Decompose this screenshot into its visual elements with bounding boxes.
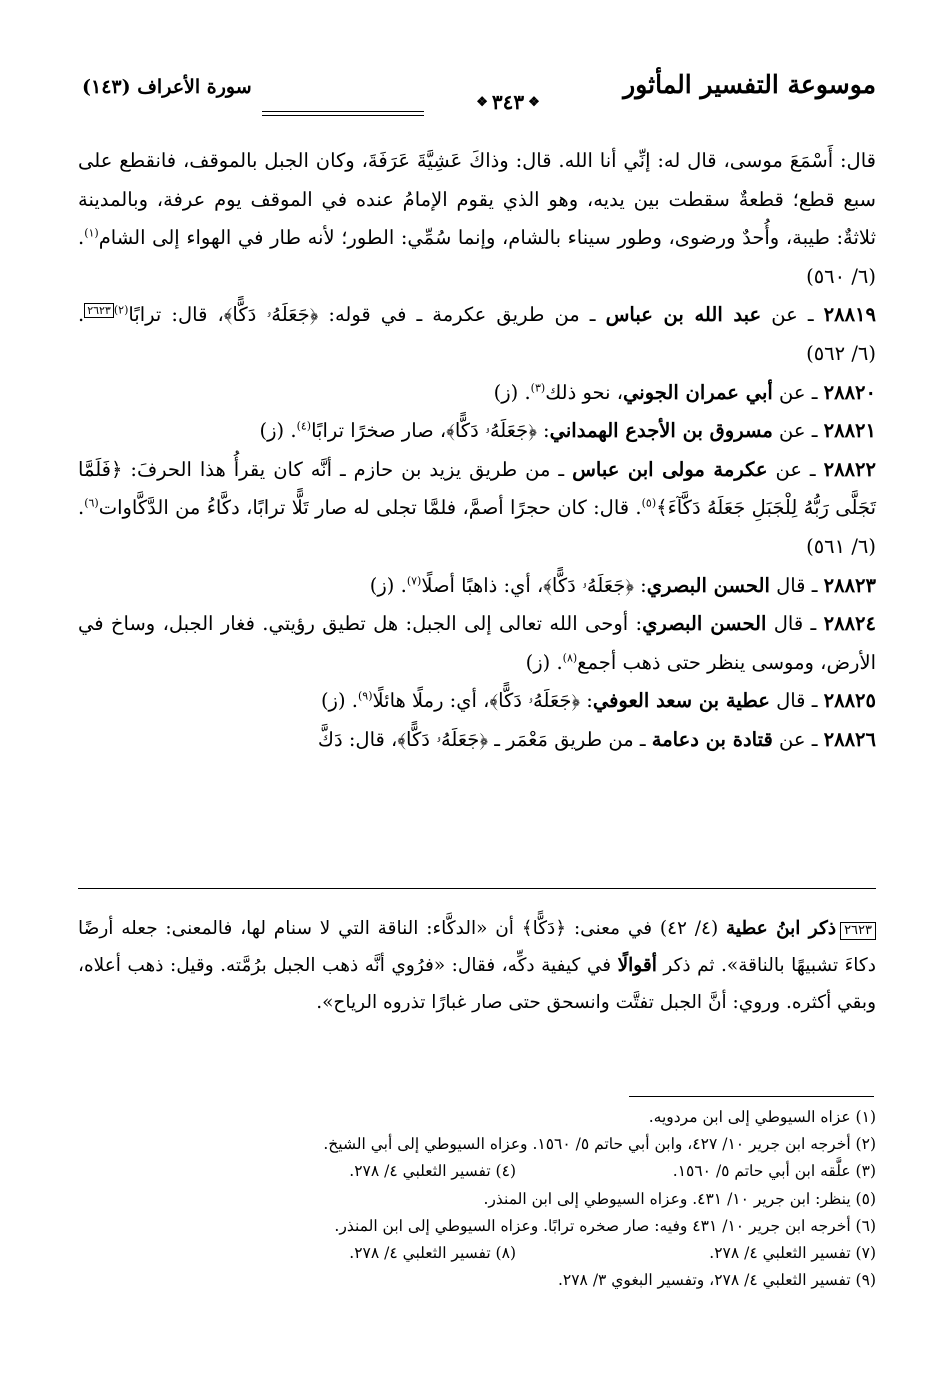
footnote: (٢) أخرجه ابن جرير ١٠/ ٤٢٧، وابن أبي حاتم ٥/ ١٥٦٠. وعزاه السيوطي إلى أبي الشيخ. (323, 1135, 876, 1154)
narration-number: ٢٨٨٢٠ (823, 380, 876, 404)
footnote: (٨) تفسير الثعلبي ٤/ ٢٧٨. (349, 1244, 516, 1263)
narration-entry (78, 374, 876, 413)
narration-text: : (580, 689, 593, 713)
footnote: (٣) علَّقه ابن أبي حاتم ٥/ ١٥٦٠. (672, 1162, 876, 1181)
narration-text: ـ عن (772, 419, 824, 443)
narration-number: ٢٨٨١٩ (823, 303, 876, 327)
narration-number: ٢٨٨٢٢ (823, 457, 876, 481)
narration-text: : (633, 573, 647, 597)
footnote: (٥) ينظر: ابن جرير ١٠/ ٤٣١. وعزاه السيوطي إلى ابن المنذر. (483, 1189, 876, 1208)
footnote-marker: (٥) (641, 496, 657, 510)
commentary-text (78, 910, 876, 1021)
footnote-row (78, 1158, 876, 1185)
narration-text: ، نحو ذلك (545, 380, 624, 404)
footnote: (٧) تفسير الثعلبي ٤/ ٢٧٨. (709, 1244, 876, 1263)
narration-text: ـ من طريق مَعْمَر ـ (488, 727, 652, 751)
volume-citation: (ز) (525, 650, 551, 674)
book-title: موسوعة التفسير المأثور (623, 70, 876, 99)
footnote: (١) عزاه السيوطي إلى ابن مردويه. (648, 1108, 876, 1126)
narrator-name: عطية بن سعد العوفي (592, 689, 770, 713)
narration-text: : (536, 419, 550, 443)
punct: . (290, 419, 297, 443)
footnote-marker: (٩) (357, 689, 373, 703)
commentary-emphasis: أقوالًا (617, 955, 657, 976)
narrator-name: أبي عمران الجوني (623, 380, 773, 404)
page-header (78, 62, 876, 122)
narration-entry (78, 451, 876, 567)
footnote-marker: (٤) (296, 419, 312, 433)
punct: . (351, 689, 358, 713)
narration-text: ـ من طريق يزيد بن حازم ـ أنَّه كان يقرأُ هذا الحرفَ: (122, 457, 573, 481)
volume-citation: (٦/ ٥٦٠) (806, 264, 876, 288)
page-number-box (433, 88, 583, 116)
commentary-part: في معنى: (566, 918, 653, 939)
footnote: (٦) أخرجه ابن جرير ١٠/ ٤٣١ وفيه: صار صخره ترابًا. وعزاه السيوطي إلى ابن المنذر. (334, 1216, 876, 1235)
narration-text: ، قال: ترابًا (128, 303, 224, 327)
surah-reference: سورة الأعراف (١٤٣) (82, 76, 252, 98)
narration-text: ـ من طريق عكرمة ـ في قوله: (318, 303, 606, 327)
footnote-marker: (٦) (84, 496, 99, 510)
quran-quote: ﴿جَعَلَهُۥ دَكًّا﴾ (397, 727, 488, 751)
footnote-marker: (٣) (530, 381, 546, 395)
footnote-separator (629, 1096, 874, 1097)
narration-text: ـ عن (772, 380, 824, 404)
punct: . (78, 496, 85, 520)
narration-number: ٢٨٨٢١ (823, 419, 876, 443)
commentary-block (78, 910, 876, 1021)
narration-text: ـ قال (769, 689, 824, 713)
punct: . (78, 226, 85, 250)
commentary-part: أن «الدكَّاء: الناقة التي لا سنام لها، فالمعنى: جعله أرضًا دكاءَ تشبيهًا بالناقة». ثم ذكر (78, 918, 876, 976)
header-rule-left-thin (262, 115, 424, 116)
commentary-part: في كيفية دكِّه، فقال: «فرُوي أنَّه ذهب الجبل برُمَّته. وقيل: ذهب أعلاه، وبقي أكثره. وروي: أنَّ الجبل تفتَّت وانسحق حتى صار غبارًا تذروه الرياح». (78, 955, 876, 1013)
ornament-icon: ❖ (528, 94, 540, 110)
ornament-icon: ❖ (476, 94, 488, 110)
footnote-row (78, 1240, 876, 1267)
volume-citation: (٦/ ٥٦٢) (806, 341, 876, 365)
footnotes (78, 1104, 876, 1294)
header-rule-left (262, 111, 424, 112)
punct: . (78, 303, 85, 327)
narration-number: ٢٨٨٢٣ (823, 573, 876, 597)
footnote: (٩) تفسير الثعلبي ٤/ ٢٧٨، وتفسير البغوي ٣/ ٢٧٨. (557, 1271, 876, 1290)
narrator-name: الحسن البصري (642, 612, 767, 636)
paragraph (78, 142, 876, 296)
commentary-separator (78, 888, 876, 889)
narration-text: . قال: كان حجرًا أصمَّ، فلمَّا تجلى له صار تَلًّا ترابًا، دكَّاءُ من الدَّكَّاوات (98, 496, 642, 520)
narration-entry (78, 567, 876, 606)
commentary-ref-box: ٢٦٢٣ (84, 303, 114, 318)
page-number: ٣٤٣ (491, 90, 525, 114)
quran-quote: ﴿جَعَلَهُۥ دَكًّا﴾ (543, 573, 634, 597)
commentary-lead: ذكر ابنُ عطية (726, 918, 837, 939)
volume-citation: (ز) (369, 573, 395, 597)
footnote-marker: (٧) (406, 574, 422, 588)
footnote-marker: (٢) (113, 303, 129, 317)
narrator-name: مسروق بن الأجدع الهمداني (549, 419, 773, 443)
volume-citation: (٦/ ٥٦١) (806, 534, 876, 558)
volume-citation: (ز) (320, 689, 346, 713)
narration-entry (78, 721, 876, 760)
volume-citation: (ز) (259, 419, 285, 443)
narration-text: ـ قال (766, 612, 824, 636)
quran-quote: ﴿فَلَمَّا تَجَلَّى رَبُّهُ لِلْجَبَلِ جَعَلَهُ دَكَّآءَ﴾ (78, 457, 877, 520)
narration-number: ٢٨٨٢٤ (823, 612, 876, 636)
narration-text: ، أي: ذاهبًا أصلًا (421, 573, 544, 597)
narration-text: ، قال: دَكَّ (317, 727, 398, 751)
narration-text: ، أي: رملًا هائلًا (372, 689, 490, 713)
quran-quote: ﴿جَعَلَهُۥ دَكًّا﴾ (446, 419, 537, 443)
footnote-marker: (٨) (562, 651, 578, 665)
narrator-name: قتادة بن دعامة (651, 727, 773, 751)
commentary-citation: (٤/ ٤٢) (652, 918, 726, 939)
narrator-name: عكرمة مولى ابن عباس (572, 457, 768, 481)
narration-text: ـ عن (761, 303, 824, 327)
narrator-name: الحسن البصري (646, 573, 770, 597)
punct: . (524, 380, 531, 404)
narration-text: ـ عن (767, 457, 824, 481)
main-text (78, 142, 876, 760)
narrator-name: عبد الله بن عباس (605, 303, 762, 327)
punct: . (556, 650, 563, 674)
narration-number: ٢٨٨٢٥ (823, 689, 876, 713)
narration-entry (78, 605, 876, 682)
narration-entry (78, 412, 876, 451)
narration-text: ، صار صخرًا ترابًا (311, 419, 447, 443)
narration-entry (78, 682, 876, 721)
quran-quote: ﴿جَعَلَهُۥ دَكًّا﴾ (223, 303, 319, 327)
paragraph-text: قال: أَسْمَعَ موسى، قال له: إنِّي أنا الله. قال: وذاكَ عَشِيَّةَ عَرَفَةَ، وكان الجبل بالموقف، فانقطع على سبع قطع؛ قطعةٌ سقطت بين يديه، وهو الذي يقوم الإمامُ عنده في الموقف يوم عرفة، وبالمدينة ثلاثةٌ: طيبة، وأُحدٌ ورضوى، وطور سيناء بالشام، وإنما سُمِّي: الطور؛ لأنه طار في الهواء إلى الشام (78, 149, 876, 250)
quran-quote: ﴿جَعَلَهُۥ دَكًّا﴾ (489, 689, 581, 713)
narration-text: ـ قال (769, 573, 824, 597)
narration-text: : أوحى الله تعالى إلى الجبل: هل تطيق رؤيتي. فغار الجبل، وساخ في الأرض، وموسى ينظر حتى ذهب أجمع (78, 612, 876, 674)
narration-text: ـ عن (772, 727, 824, 751)
quran-quote: ﴿دَكًّا﴾ (521, 918, 567, 939)
footnote-marker: (١) (84, 226, 99, 240)
footnote: (٤) تفسير الثعلبي ٤/ ٢٧٨. (349, 1162, 516, 1181)
narration-entry (78, 296, 876, 373)
narration-number: ٢٨٨٢٦ (823, 727, 876, 751)
commentary-ref-box: ٢٦٢٣ (840, 922, 876, 940)
volume-citation: (ز) (493, 380, 519, 404)
punct: . (400, 573, 407, 597)
